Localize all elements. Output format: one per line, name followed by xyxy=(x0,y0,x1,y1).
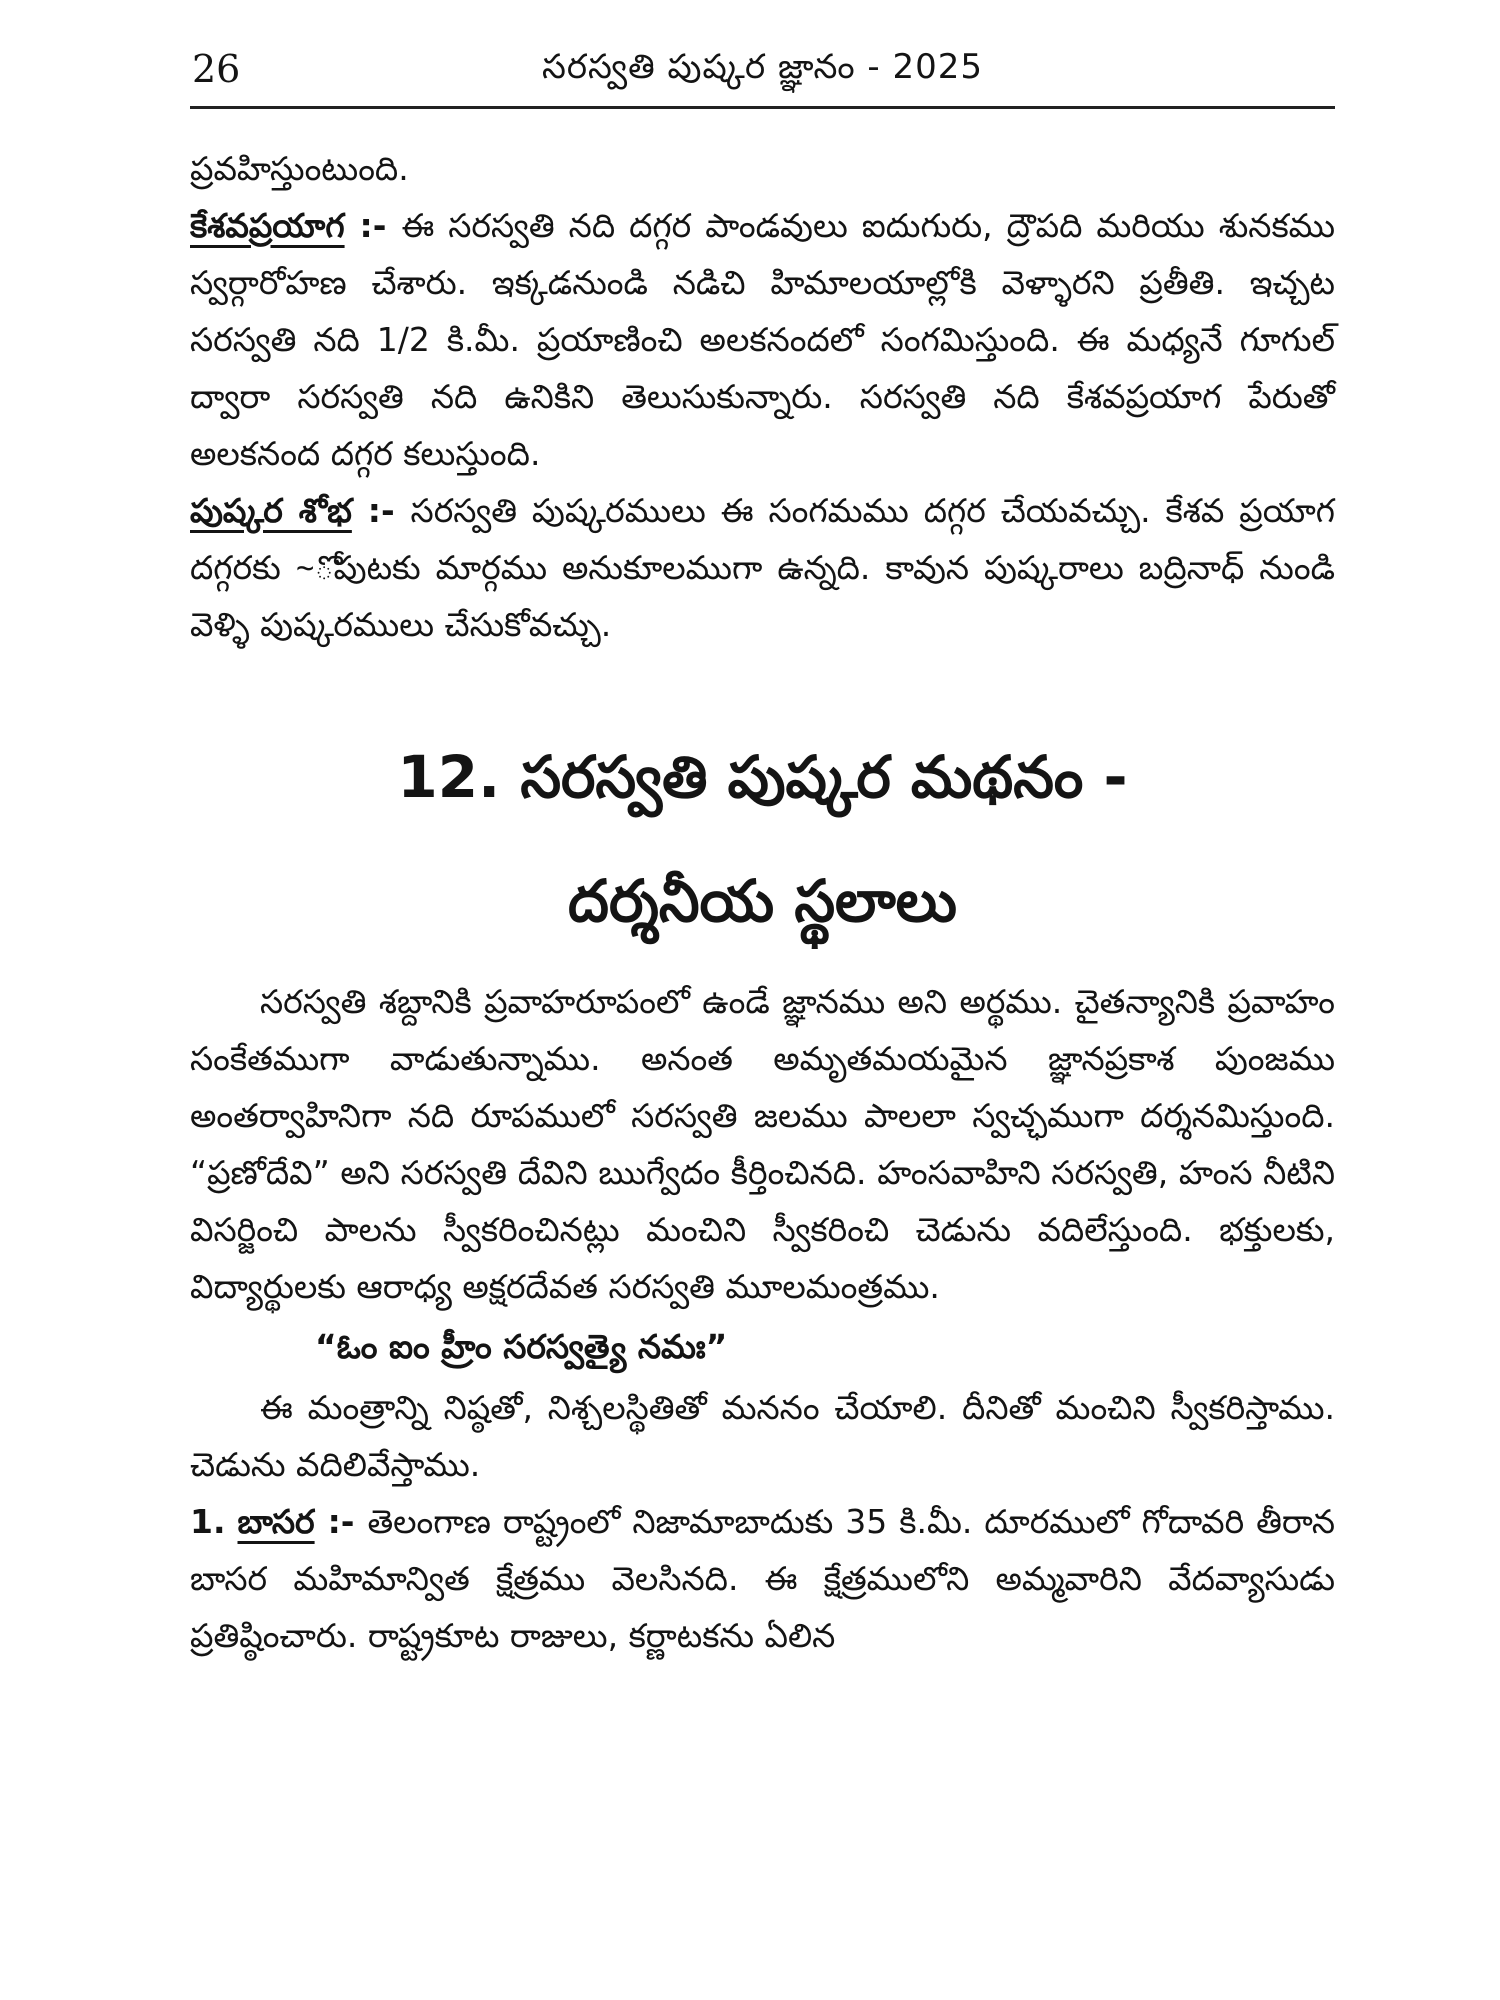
running-title: సరస్వతి పుష్కర జ్ఞానం - 2025 xyxy=(542,47,983,87)
continuation-line: ప్రవహిస్తుంటుంది. xyxy=(190,149,409,188)
item-text: తెలంగాణ రాష్ట్రంలో నిజామాబాదుకు 35 కి.మీ. దూరములో గోదావరి తీరాన బాసర మహిమాన్విత క్షేత్రము వెలసినది. ఈ క్షేత్రములోని అమ్మవారిని వేదవ్యాసుడు ప్రతిష్ఠించారు. రాష్ట్రకూట రాజులు, కర్ణాటకను ఏలిన xyxy=(190,1502,1336,1655)
heading-separator: :- xyxy=(344,206,402,245)
list-item-basara xyxy=(190,1493,1335,1664)
intro-paragraph: సరస్వతి శబ్దానికి ప్రవాహరూపంలో ఉండే జ్ఞానము అని అర్థము. చైతన్యానికి ప్రవాహం సంకేతముగా వాడుతున్నాము. అనంత అమృతమయమైన జ్ఞానప్రకాశ పుంజము అంతర్వాహినిగా నది రూపములో సరస్వతి జలము పాలలా స్వచ్ఛముగా దర్శనమిస్తుంది. “ప్రణోదేవి” అని సరస్వతి దేవిని ఋగ్వేదం కీర్తించినది. హంసవాహిని సరస్వతి, హంస నీటిని విసర్జించి పాలను స్వీకరించినట్లు మంచిని స్వీకరించి చెడును వదిలేస్తుంది. భక్తులకు, విద్యార్థులకు ఆరాధ్య అక్షరదేవత సరస్వతి మూలమంత్రము. xyxy=(190,982,1335,1306)
chapter-title xyxy=(190,715,1335,963)
chapter-title-line-2: దర్శనీయ స్థలాలు xyxy=(568,867,957,935)
heading-separator: :- xyxy=(314,1502,368,1541)
pushkara-shobha-paragraph xyxy=(190,482,1335,653)
item-name: బాసర xyxy=(237,1502,315,1541)
keshava-prayaga-paragraph xyxy=(190,197,1335,482)
pushkara-shobha-heading: పుష్కర శోభ xyxy=(190,491,352,530)
mantra-line: “ఓం ఐం హ్రీం సరస్వత్యై నమః” xyxy=(315,1327,728,1366)
mantra-paragraph: ఈ మంత్రాన్ని నిష్ఠతో, నిశ్చలస్థితితో మననం చేయాలి. దీనితో మంచిని స్వీకరిస్తాము. చెడును వదిలివేస్తాము. xyxy=(190,1388,1335,1484)
page-header xyxy=(190,45,1335,105)
keshava-prayaga-heading: కేశవప్రయాగ xyxy=(190,206,345,245)
page-body xyxy=(190,140,1335,1664)
page-number: 26 xyxy=(192,47,241,91)
item-number: 1. xyxy=(190,1502,226,1541)
heading-separator: :- xyxy=(351,491,411,530)
keshava-prayaga-text: ఈ సరస్వతి నది దగ్గర పాండవులు ఐదుగురు, ద్రౌపది మరియు శునకము స్వర్గారోహణ చేశారు. ఇక్కడనుండి నడిచి హిమాలయాల్లోకి వెళ్ళారని ప్రతీతి. ఇచ్చట సరస్వతి నది 1/2 కి.మీ. ప్రయాణించి అలకనందలో సంగమిస్తుంది. ఈ మధ్యనే గూగుల్ ద్వారా సరస్వతి నది ఉనికిని తెలుసుకున్నారు. సరస్వతి నది కేశవప్రయాగ పేరుతో అలకనంద దగ్గర కలుస్తుంది. xyxy=(190,206,1335,473)
header-rule xyxy=(190,106,1335,109)
pushkara-shobha-text: సరస్వతి పుష్కరములు ఈ సంగమము దగ్గర చేయవచ్చు. కేశవ ప్రయాగ దగ్గరకు ~ోపుటకు మార్గము అనుకూలముగా ఉన్నది. కావున పుష్కరాలు బద్రినాధ్ నుండి వెళ్ళి పుష్కరములు చేసుకోవచ్చు. xyxy=(190,491,1335,644)
chapter-title-line-1: 12. సరస్వతి పుష్కర మథనం - xyxy=(397,743,1128,811)
